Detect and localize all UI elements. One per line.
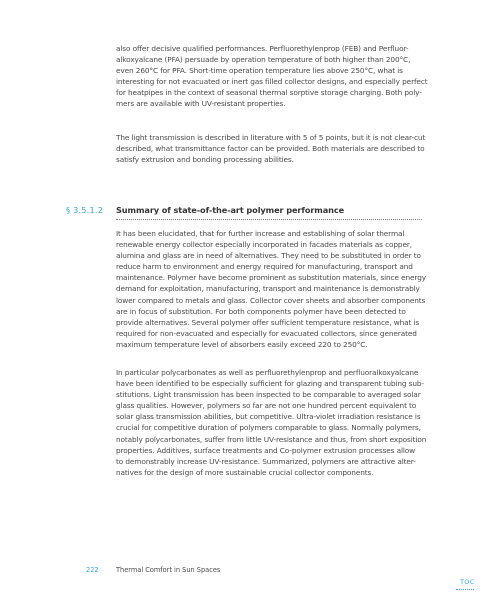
text-line: even 260°C for PFA. Short-time operation temperature lies above 250°C, what is <box>116 66 403 76</box>
text-line: renewable energy collector especially incorporated in facades materials as copper, <box>116 240 412 250</box>
section-divider <box>116 219 422 221</box>
text-line: alumina and glass are in need of alternatives. They need to be substituted in order to <box>116 251 421 261</box>
text-line: glass qualities. However, polymers so far are not one hundred percent equivalent to <box>116 401 417 411</box>
text-line: The light transmission is described in literature with 5 of 5 points, but it is not clear-cut <box>116 133 426 142</box>
text-line: In particular polycarbonates as well as perfluorethylenprop and perfluoralkoxyalcane <box>116 368 419 377</box>
body-paragraph-3 <box>116 228 426 350</box>
text-line: reduce harm to environment and energy required for manufacturing, transport and <box>116 262 413 272</box>
toc-underline <box>456 589 474 591</box>
text-line: properties. Additives, surface treatments and Co-polymer extrusion processes allow <box>116 445 416 455</box>
body-paragraph-1 <box>116 43 428 110</box>
section-heading: Summary of state-of-the-art polymer performance <box>116 205 345 215</box>
text-line: also offer decisive qualified performances. Perfluorethylenprop (FEB) and Perfluor- <box>116 44 409 53</box>
text-line: interesting for not evacuated or inert gas filled collector designs, and especially perfect <box>116 77 428 87</box>
text-line: mers are available with UV-resistant properties. <box>116 99 286 109</box>
text-line: required for non-evacuated and especially for evacuated collectors, since generated <box>116 328 417 338</box>
text-line: solar glass transmission abilities, but competitive. Ultra-violet irradiation resistance is <box>116 412 421 422</box>
section-number: § 3.5.1.2 <box>66 205 104 215</box>
text-line: provide alternatives. Several polymer offer sufficient temperature resistance, what is <box>116 317 420 327</box>
text-line: natives for the design of more sustainable crucial collector components. <box>116 467 374 477</box>
text-line: demand for exploitation, manufacturing, transport and maintenance is demonstrably <box>116 284 420 294</box>
running-footer-title: Thermal Comfort in Sun Spaces <box>116 566 221 574</box>
body-paragraph-4 <box>116 367 427 478</box>
body-paragraph-2 <box>116 132 426 165</box>
text-line: satisfy extrusion and bonding processing abilities. <box>116 155 294 165</box>
text-line: are in focus of substitution. For both components polymer have been detected to <box>116 306 406 316</box>
text-line: maintenance. Polymer have become prominent as substitution materials, since energy <box>116 273 426 283</box>
text-line: described, what transmittance factor can be provided. Both materials are described to <box>116 144 425 154</box>
text-line: notably polycarbonates, suffer from little UV-resistance and thus, from short exposition <box>116 434 427 444</box>
text-line: maximum temperature level of absorbers easily exceed 220 to 250°C. <box>116 339 368 349</box>
text-line: for heatpipes in the context of seasonal thermal sorptive storage charging. Both poly- <box>116 88 422 98</box>
text-line: stitutions. Light transmission has been inspected to be comparable to averaged solar <box>116 390 421 400</box>
page-number: 222 <box>86 566 99 574</box>
text-line: crucial for competitive duration of polymers comparable to glass. Normally polymers, <box>116 423 421 433</box>
text-line: alkoxyalcane (PFA) persuade by operation temperature of both higher than 200°C, <box>116 55 411 65</box>
text-line: lower compared to metals and glass. Collector cover sheets and absorber components <box>116 295 426 305</box>
text-line: to demonstrably increase UV-resistance. Summarized, polymers are attractive alter- <box>116 456 416 466</box>
toc-link[interactable]: TOC <box>460 578 475 586</box>
text-line: have been identified to be especially sufficient for glazing and transparent tubing sub- <box>116 379 424 389</box>
text-line: It has been elucidated, that for further increase and establishing of solar thermal <box>116 229 405 238</box>
